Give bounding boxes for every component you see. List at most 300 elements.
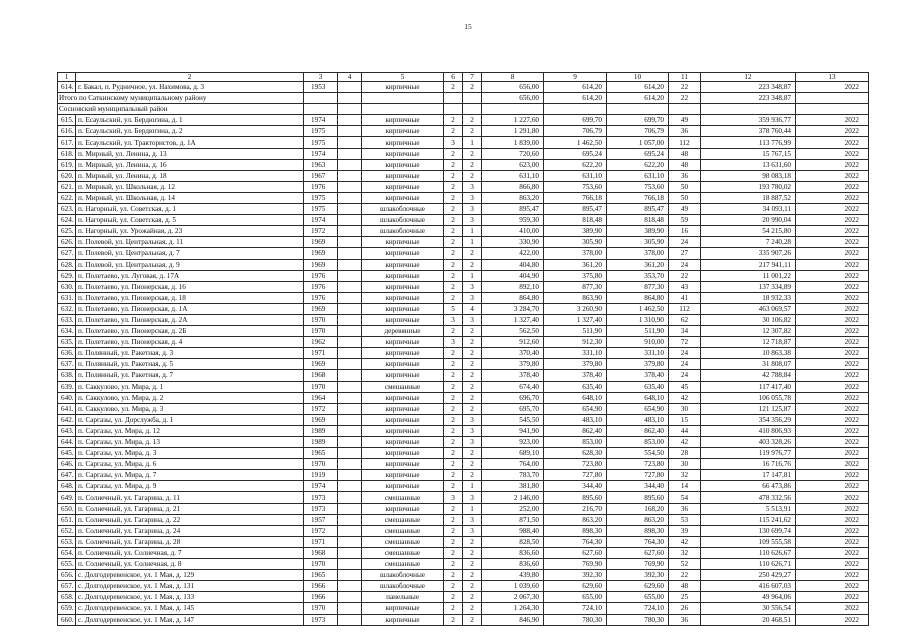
table-cell-col10: 727,80	[607, 470, 669, 481]
table-cell-col3: 1975	[304, 137, 338, 148]
table-cell-col9: 1 462,50	[544, 137, 607, 148]
table-cell-col6	[444, 93, 463, 104]
table-row	[58, 503, 869, 514]
table-cell-col5: кирпичные	[362, 270, 444, 281]
table-row	[58, 425, 869, 436]
table-cell-col3: 1965	[304, 570, 338, 581]
table-cell-col12: 54 215,80	[701, 226, 796, 237]
table-cell-col9: 818,48	[544, 215, 607, 226]
table-cell-col2: п. Солнечный, ул. Солнечная, д. 7	[76, 547, 304, 558]
table-cell-col5: шлакоблочные	[362, 204, 444, 215]
table-cell-col6: 2	[444, 270, 463, 281]
table-cell-col3: 1963	[304, 159, 338, 170]
table-cell-col3: 1971	[304, 348, 338, 359]
table-cell-col7: 3	[463, 492, 482, 503]
table-cell-col3: 1970	[304, 381, 338, 392]
table-cell-col8: 988,40	[482, 525, 544, 536]
table-cell-col11: 45	[669, 381, 701, 392]
table-cell-col3: 1973	[304, 614, 338, 625]
table-cell-col3: 1966	[304, 592, 338, 603]
table-row	[58, 614, 869, 625]
table-cell-col4	[338, 525, 362, 536]
table-cell-col10: 379,80	[607, 359, 669, 370]
table-cell-col8	[482, 104, 544, 115]
table-cell-col12: 34 093,11	[701, 204, 796, 215]
table-cell-col11: 30	[669, 459, 701, 470]
table-row	[58, 204, 869, 215]
table-cell-col11: 42	[669, 392, 701, 403]
table-cell-col6: 2	[444, 115, 463, 126]
table-cell-col1: 630.	[58, 281, 76, 292]
table-cell-col8: 378,40	[482, 370, 544, 381]
table-cell-col10: 898,30	[607, 525, 669, 536]
table-cell-col9: 389,90	[544, 226, 607, 237]
table-cell-col1: 652.	[58, 525, 76, 536]
table-cell-col11: 24	[669, 370, 701, 381]
table-cell-col13: 2022	[796, 226, 869, 237]
table-cell-col9: 699,70	[544, 115, 607, 126]
table-cell-col4	[338, 581, 362, 592]
table-cell-col6: 3	[444, 337, 463, 348]
table-cell-col11: 24	[669, 348, 701, 359]
table-cell-col5: смешанные	[362, 381, 444, 392]
table-cell-col12: 12 718,87	[701, 337, 796, 348]
table-cell-col8: 866,80	[482, 181, 544, 192]
table-cell-col5: кирпичные	[362, 82, 444, 93]
table-cell-col7: 2	[463, 170, 482, 181]
table-cell-col5: шлакоблочные	[362, 215, 444, 226]
table-cell-col3: 1970	[304, 314, 338, 325]
table-cell-col7: 2	[463, 381, 482, 392]
table-row	[58, 381, 869, 392]
table-cell-col10: 706,79	[607, 126, 669, 137]
table-cell-col8: 381,80	[482, 481, 544, 492]
table-cell-col10	[607, 104, 669, 115]
table-cell-col8: 439,80	[482, 570, 544, 581]
table-row	[58, 581, 869, 592]
table-cell-col13: 2022	[796, 204, 869, 215]
table-cell-col1: 654.	[58, 547, 76, 558]
table-cell-col8: 562,50	[482, 326, 544, 337]
table-cell-col1: 644.	[58, 437, 76, 448]
table-cell-col9: 378,00	[544, 248, 607, 259]
table-cell-col12	[701, 104, 796, 115]
table-cell-col7: 2	[463, 392, 482, 403]
header-cell-col10: 10	[607, 73, 669, 82]
table-cell-col3: 1968	[304, 547, 338, 558]
table-cell-col3: 1974	[304, 115, 338, 126]
table-cell-col6: 2	[444, 192, 463, 203]
header-cell-col2: 2	[76, 73, 304, 82]
table-cell-col8: 410,00	[482, 226, 544, 237]
table-cell-col1: 636.	[58, 348, 76, 359]
table-cell-col5: кирпичные	[362, 470, 444, 481]
table-cell-col9: 853,00	[544, 437, 607, 448]
table-cell-col8: 959,30	[482, 215, 544, 226]
table-cell-col13	[796, 93, 869, 104]
table-cell-col5: кирпичные	[362, 137, 444, 148]
table-cell-col3: 1976	[304, 292, 338, 303]
table-cell-col6: 2	[444, 348, 463, 359]
table-cell-col12: 18 887,52	[701, 192, 796, 203]
table-cell-col8: 696,70	[482, 392, 544, 403]
table-cell-col10: 614,20	[607, 82, 669, 93]
table-cell-col5: кирпичные	[362, 459, 444, 470]
table-cell-col8: 892,10	[482, 281, 544, 292]
table-cell-col8: 923,00	[482, 437, 544, 448]
table-cell-col13: 2022	[796, 148, 869, 159]
table-cell-col8: 2 146,00	[482, 492, 544, 503]
table-cell-col7: 2	[463, 403, 482, 414]
table-cell-col2: п. Полетаево, ул. Пионерская, д. 1А	[76, 303, 304, 314]
table-cell-col12: 66 473,86	[701, 481, 796, 492]
table-cell-col4	[338, 592, 362, 603]
table-cell-col13: 2022	[796, 414, 869, 425]
table-cell-col6: 2	[444, 248, 463, 259]
section-label: Сосновский муниципальный район	[58, 104, 304, 115]
table-row	[58, 348, 869, 359]
table-cell-col5: смешанные	[362, 492, 444, 503]
table-cell-col1: 632.	[58, 303, 76, 314]
table-cell-col2: п. Солнечный, ул. Гагарина, д. 21	[76, 503, 304, 514]
table-cell-col9: 895,47	[544, 204, 607, 215]
table-cell-col11: 54	[669, 492, 701, 503]
table-row	[58, 403, 869, 414]
table-cell-col2: п. Мирный, ул. Ленина, д. 16	[76, 159, 304, 170]
table-cell-col6: 2	[444, 525, 463, 536]
table-row	[58, 159, 869, 170]
table-cell-col1: 619.	[58, 159, 76, 170]
table-row	[58, 392, 869, 403]
table-cell-col2: п. Полетаево, ул. Пионерская, д. 16	[76, 281, 304, 292]
table-cell-col8: 895,47	[482, 204, 544, 215]
table-cell-col6: 2	[444, 448, 463, 459]
table-cell-col4	[338, 148, 362, 159]
table-cell-col8: 404,80	[482, 259, 544, 270]
table-cell-col2: п. Мирный, ул. Ленина, д. 13	[76, 148, 304, 159]
table-cell-col2: п. Полетаево, ул. Пионерская, д. 2Б	[76, 326, 304, 337]
table-cell-col1: 650.	[58, 503, 76, 514]
table-cell-col13: 2022	[796, 559, 869, 570]
table-cell-col9: 753,60	[544, 181, 607, 192]
table-cell-col10: 622,20	[607, 159, 669, 170]
table-cell-col2: с. Долгодеревенское, ул. 1 Мая, д. 131	[76, 581, 304, 592]
table-cell-col3: 1972	[304, 403, 338, 414]
table-cell-col11: 22	[669, 570, 701, 581]
table-cell-col9: 723,80	[544, 459, 607, 470]
table-cell-col2: п. Солнечный, ул. Гагарина, д. 11	[76, 492, 304, 503]
table-cell-col1: 615.	[58, 115, 76, 126]
table-cell-col8: 1 327,40	[482, 314, 544, 325]
table-cell-col10: 361,20	[607, 259, 669, 270]
table-row	[58, 514, 869, 525]
table-cell-col3: 1969	[304, 248, 338, 259]
table-cell-col4	[338, 503, 362, 514]
table-cell-col5: шлакоблочные	[362, 570, 444, 581]
table-cell-col12: 16 716,76	[701, 459, 796, 470]
table-cell-col3: 1973	[304, 503, 338, 514]
table-cell-col12: 463 069,57	[701, 303, 796, 314]
table-cell-col11: 22	[669, 82, 701, 93]
table-cell-col13: 2022	[796, 159, 869, 170]
table-cell-col7: 1	[463, 481, 482, 492]
table-cell-col9: 764,30	[544, 536, 607, 547]
header-cell-col6: 6	[444, 73, 463, 82]
table-cell-col1: 645.	[58, 448, 76, 459]
table-cell-col10: 511,90	[607, 326, 669, 337]
table-cell-col3: 1972	[304, 525, 338, 536]
table-cell-col5: кирпичные	[362, 115, 444, 126]
table-cell-col12: 113 776,99	[701, 137, 796, 148]
table-cell-col5: кирпичные	[362, 192, 444, 203]
table-cell-col11: 24	[669, 237, 701, 248]
table-cell-col13: 2022	[796, 536, 869, 547]
table-cell-col1: 659.	[58, 603, 76, 614]
table-cell-col11: 50	[669, 181, 701, 192]
table-cell-col8: 764,00	[482, 459, 544, 470]
table-cell-col11: 22	[669, 93, 701, 104]
table-cell-col4	[338, 259, 362, 270]
table-cell-col9: 863,90	[544, 292, 607, 303]
table-cell-col8: 863,20	[482, 192, 544, 203]
table-cell-col1: 643.	[58, 425, 76, 436]
table-cell-col13: 2022	[796, 259, 869, 270]
table-cell-col7: 4	[463, 303, 482, 314]
header-cell-col12: 12	[701, 73, 796, 82]
table-cell-col1: 617.	[58, 137, 76, 148]
table-cell-col3: 1970	[304, 326, 338, 337]
header-row	[58, 73, 869, 82]
table-cell-col2: п. Мирный, ул. Ленина, д. 18	[76, 170, 304, 181]
table-cell-col12: 20 990,04	[701, 215, 796, 226]
table-cell-col2: п. Саккулово, ул. Мира, д. 3	[76, 403, 304, 414]
table-cell-col4	[338, 470, 362, 481]
table-cell-col10: 483,10	[607, 414, 669, 425]
table-cell-col2: п. Саргазы, ул. Мира, д. 6	[76, 459, 304, 470]
header-cell-col3: 3	[304, 73, 338, 82]
table-cell-col7: 3	[463, 281, 482, 292]
table-cell-col10: 331,10	[607, 348, 669, 359]
table-cell-col6: 2	[444, 414, 463, 425]
table-cell-col3: 1975	[304, 204, 338, 215]
table-cell-col12: 223 348,87	[701, 82, 796, 93]
table-cell-col7: 2	[463, 148, 482, 159]
table-cell-col2: с. Долгодеревенское, ул. 1 Мая, д. 145	[76, 603, 304, 614]
table-row	[58, 603, 869, 614]
table-cell-col6: 2	[444, 581, 463, 592]
table-cell-col3: 1975	[304, 192, 338, 203]
table-cell-col4	[338, 248, 362, 259]
table-row	[58, 226, 869, 237]
table-cell-col7: 2	[463, 459, 482, 470]
table-cell-col11: 34	[669, 326, 701, 337]
table-cell-col4	[338, 326, 362, 337]
table-cell-col13: 2022	[796, 314, 869, 325]
table-cell-col3: 1957	[304, 514, 338, 525]
table-cell-col3: 1974	[304, 481, 338, 492]
table-cell-col2: п. Солнечный, ул. Гагарина, д. 24	[76, 525, 304, 536]
table-row	[58, 314, 869, 325]
table-cell-col6: 2	[444, 259, 463, 270]
table-cell-col12: 378 760,44	[701, 126, 796, 137]
table-cell-col3: 1976	[304, 281, 338, 292]
table-cell-col3: 1969	[304, 237, 338, 248]
table-cell-col6: 2	[444, 281, 463, 292]
table-cell-col9: 863,20	[544, 514, 607, 525]
table-cell-col4	[338, 215, 362, 226]
table-cell-col11: 48	[669, 148, 701, 159]
table-cell-col7: 1	[463, 226, 482, 237]
table-cell-col2: п. Полевой, ул. Центральная, д. 9	[76, 259, 304, 270]
table-cell-col4	[338, 104, 362, 115]
table-cell-col1: 648.	[58, 481, 76, 492]
table-cell-col12: 354 356,29	[701, 414, 796, 425]
table-cell-col7: 2	[463, 248, 482, 259]
table-row	[58, 337, 869, 348]
table-cell-col1: 656.	[58, 570, 76, 581]
table-cell-col13: 2022	[796, 381, 869, 392]
table-cell-col1: 635.	[58, 337, 76, 348]
table-cell-col12: 250 429,27	[701, 570, 796, 581]
total-label: Итого по Саткинскому муниципальному району	[58, 93, 304, 104]
table-cell-col9: 648,10	[544, 392, 607, 403]
table-cell-col2: п. Саргазы, ул. Мира, д. 9	[76, 481, 304, 492]
table-cell-col9: 706,79	[544, 126, 607, 137]
table-cell-col1: 637.	[58, 359, 76, 370]
table-cell-col12: 20 468,51	[701, 614, 796, 625]
table-cell-col2: п. Мирный, ул. Школьная, д. 12	[76, 181, 304, 192]
table-cell-col6: 2	[444, 148, 463, 159]
table-cell-col6: 2	[444, 481, 463, 492]
table-cell-col12: 98 083,18	[701, 170, 796, 181]
table-cell-col2: п. Полевой, ул. Центральная, д. 11	[76, 237, 304, 248]
table-cell-col2: п. Полетаево, ул. Пионерская, д. 4	[76, 337, 304, 348]
table-cell-col4	[338, 303, 362, 314]
table-cell-col6: 2	[444, 326, 463, 337]
table-cell-col11: 42	[669, 437, 701, 448]
table-row	[58, 559, 869, 570]
table-cell-col12: 7 240,28	[701, 237, 796, 248]
table-cell-col9: 635,40	[544, 381, 607, 392]
table-cell-col2: п. Саккулово, ул. Мира, д. 2	[76, 392, 304, 403]
table-cell-col7: 1	[463, 270, 482, 281]
table-cell-col10: 853,00	[607, 437, 669, 448]
table-cell-col12: 403 328,26	[701, 437, 796, 448]
header-cell-col13: 13	[796, 73, 869, 82]
table-cell-col5: кирпичные	[362, 181, 444, 192]
table-cell-col6: 2	[444, 559, 463, 570]
table-cell-col10: 895,60	[607, 492, 669, 503]
table-cell-col6: 2	[444, 614, 463, 625]
table-cell-col7: 3	[463, 514, 482, 525]
table-cell-col12: 119 976,77	[701, 448, 796, 459]
table-cell-col4	[338, 126, 362, 137]
table-cell-col7: 2	[463, 159, 482, 170]
table-cell-col4	[338, 603, 362, 614]
table-cell-col7: 3	[463, 414, 482, 425]
table-cell-col8: 422,00	[482, 248, 544, 259]
table-cell-col7: 2	[463, 614, 482, 625]
table-row	[58, 326, 869, 337]
table-cell-col11: 36	[669, 126, 701, 137]
table-cell-col9: 631,10	[544, 170, 607, 181]
table-cell-col9: 877,30	[544, 281, 607, 292]
table-cell-col13: 2022	[796, 392, 869, 403]
table-cell-col3: 1970	[304, 459, 338, 470]
table-cell-col4	[338, 270, 362, 281]
table-cell-col4	[338, 226, 362, 237]
table-cell-col7: 3	[463, 525, 482, 536]
table-cell-col13: 2022	[796, 503, 869, 514]
table-cell-col4	[338, 381, 362, 392]
table-cell-col11: 39	[669, 525, 701, 536]
table-cell-col10: 863,20	[607, 514, 669, 525]
table-cell-col7: 2	[463, 570, 482, 581]
table-cell-col10: 862,40	[607, 425, 669, 436]
table-cell-col12: 335 907,26	[701, 248, 796, 259]
table-cell-col11: 16	[669, 226, 701, 237]
table-cell-col3: 1965	[304, 448, 338, 459]
table-row	[58, 414, 869, 425]
table-cell-col7: 3	[463, 204, 482, 215]
table-cell-col2: п. Мирный, ул. Школьная, д. 14	[76, 192, 304, 203]
table-cell-col7: 2	[463, 581, 482, 592]
table-cell-col6: 2	[444, 126, 463, 137]
table-cell-col8: 330,90	[482, 237, 544, 248]
table-cell-col1: 655.	[58, 559, 76, 570]
table-cell-col13: 2022	[796, 592, 869, 603]
table-cell-col2: с. Долгодеревенское, ул. 1 Мая, д. 147	[76, 614, 304, 625]
table-cell-col10: 877,30	[607, 281, 669, 292]
table-cell-col8: 783,70	[482, 470, 544, 481]
page-number: 15	[464, 22, 472, 31]
table-row	[58, 170, 869, 181]
header-cell-col4: 4	[338, 73, 362, 82]
table-cell-col8: 695,70	[482, 403, 544, 414]
table-cell-col10: 554,50	[607, 448, 669, 459]
table-cell-col9: 378,40	[544, 370, 607, 381]
table-cell-col4	[338, 492, 362, 503]
table-cell-col10: 614,20	[607, 93, 669, 104]
table-cell-col2: п. Полетаево, ул. Пионерская, д. 18	[76, 292, 304, 303]
table-cell-col4	[338, 181, 362, 192]
table-cell-col3: 1973	[304, 492, 338, 503]
table-cell-col9: 898,30	[544, 525, 607, 536]
table-row	[58, 570, 869, 581]
table-row	[58, 470, 869, 481]
table-cell-col4	[338, 314, 362, 325]
table-cell-col4	[338, 337, 362, 348]
table-cell-col8: 656,00	[482, 82, 544, 93]
table-cell-col12: 110 626,71	[701, 559, 796, 570]
table-cell-col5: кирпичные	[362, 126, 444, 137]
table-cell-col8: 864,80	[482, 292, 544, 303]
table-cell-col2: п. Полянный, ул. Ракетная, д. 3	[76, 348, 304, 359]
table-cell-col11: 43	[669, 281, 701, 292]
header-cell-col8: 8	[482, 73, 544, 82]
table-row	[58, 359, 869, 370]
table-cell-col10: 864,80	[607, 292, 669, 303]
table-cell-col7: 2	[463, 82, 482, 93]
table-cell-col10: 780,30	[607, 614, 669, 625]
table-cell-col2: п. Полетаево, ул. Луговая, д. 17А	[76, 270, 304, 281]
table-cell-col11: 26	[669, 603, 701, 614]
table-cell-col5: кирпичные	[362, 248, 444, 259]
table-cell-col11: 36	[669, 614, 701, 625]
table-cell-col13	[796, 104, 869, 115]
table-cell-col9: 780,30	[544, 614, 607, 625]
table-cell-col1: 616.	[58, 126, 76, 137]
